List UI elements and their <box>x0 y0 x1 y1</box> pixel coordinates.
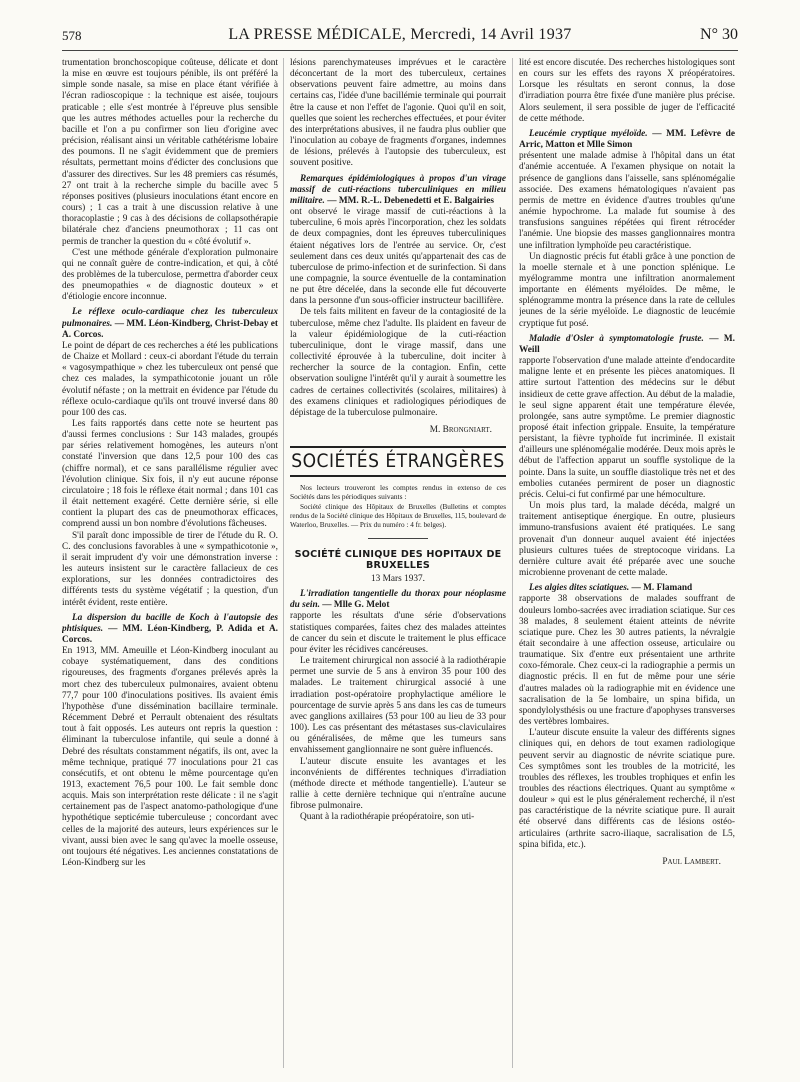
column-1 <box>62 58 278 1068</box>
signature: Paul Lambert. <box>662 856 721 867</box>
section-heading <box>290 174 506 207</box>
column-2 <box>290 58 506 1068</box>
societes-heading: SOCIÉTÉS ÉTRANGÈRES <box>290 446 506 477</box>
section-heading <box>519 334 735 356</box>
heading-title: La dispersion du bacille de Koch à l'autopsie des phtisiques. <box>62 612 278 634</box>
heading-title: Le réflexe oculo-cardiaque chez les tuberculeux pulmonaires. <box>62 307 278 329</box>
heading-title: Leucémie cryptique myéloïde. <box>529 128 648 139</box>
paragraph: L'auteur discute ensuite les avantages et les inconvénients de différentes techniques d'irradiation (méthode directe et méthode tangentielle). L'auteur se rallie à cette dernière technique qui n'entraîne aucune fibrose pulmonaire. <box>290 756 506 812</box>
page-number: 578 <box>62 28 82 43</box>
signature: M. Brongniart. <box>429 425 492 435</box>
paragraph: S'il paraît donc impossible de tirer de l'étude du R. O. C. des conclusions favorables à une « sympathicotonie », il serait imprudent d'y voir une démonstration inverse : les auteurs insistent sur le caractère fallacieux de ces explorations, sur les données contradictoires des différents tests du système végétatif ; la question, d'un intérêt évident, reste entière. <box>62 530 278 608</box>
notice-periodical: Société clinique des Hôpitaux de Bruxelles (Bulletins et comptes rendus de la Société clinique des Hôpitaux de Bruxelles, 115, boulevard de Waterloo, Bruxelles. — Prix du numéro : 4 fr. belges). <box>290 503 506 529</box>
heading-authors: — M. Weill <box>519 333 735 355</box>
paragraph: lésions parenchymateuses imprévues et le caractère déconcertant de la mort des tuberculeux, certaines observations peuvent faire admettre, au moins dans certains cas, l'idée d'une bacillémie terminale qui pourrait être la cause et non l'effet de l'agonie. Quoi qu'il en soit, quelles que soient les recherches effectuées, et pour éviter des interprétations abusives, il ne faudra plus oublier que l'inoculation au cobaye de fragments d'organes, indemnes de lésions, prélevés à l'autopsie des tuberculeux, est souvent positive. <box>290 58 506 169</box>
paragraph: trumentation bronchoscopique coûteuse, délicate et dont la mise en œuvre est toujours pénible, ils ont préféré la simple sonde nasale, sa mise en place étant vérifiée à l'écran radioscopique : la technique est aisée, toujours praticable ; elle s'est montrée à l'épreuve plus sensible que les autres méthodes actuelles pour la recherche du bacille et l'on a pu confirmer son lieu d'origine avec précision, réalisant ainsi un véritable cathétérisme lobaire des poumons. Il ne s'agit évidemment que de premiers résultats, permettant moins d'édicter des conclusions que d'assurer des directives. Sur les 48 premiers cas résumés, 27 ont trait à la recherche simple du bacille avec 5 réponses positives (plusieurs inoculations étant encore en cours) ; 1 cas a trait à une discussion relative à une thoracoplastie ; 9 cas à des décisions de collapsothérapie bilatérale chez d'anciens pneumothorax ; 11 cas ont permis de trancher la question du « côté évolutif ». <box>62 58 278 247</box>
paragraph: rapporte 38 observations de malades souffrant de douleurs lombo-sacrées avec irradiation sciatique. Sur ces 38 malades, 8 seulement étaient atteints de névrite sciatique pure. Chez les 30 autres patients, la névralgie était secondaire à une affection osseuse, articulaire ou traumatique. Six d'entre eux présentaient une arthrite coxo-fémorale. Chez ceux-ci la radiographie a permis un diagnostic précis. Il en fut de même pour une série d'autres malades où la radiographie mit en évidence une sacralisation de la 5e lombaire, un spina bifida, un spondylolysthésis ou une fracture d'apophyses transverses des vertèbres lombaires. <box>519 594 735 728</box>
notice-text: Nos lecteurs trouveront les comptes rendus in extenso de ces Sociétés dans les périodiques suivants : <box>290 483 506 502</box>
section-heading <box>62 307 278 340</box>
issue-number: N° 30 <box>700 26 738 43</box>
session-date: 13 Mars 1937. <box>371 574 425 585</box>
heading-authors: — MM. Lefèvre de Arric, Matton et Mlle Simon <box>519 128 735 151</box>
paragraph: rapporte l'observation d'une malade atteinte d'endocardite maligne lente et en présente les pièces anatomiques. Il attire surtout l'attention des médecins sur le début insidieux de cette grave affection. Au début de la maladie, le seul signe apparent était une température élevée, prolongée, sans autre symptôme. Le premier diagnostic proposé était infection grippale. Ensuite, la température persistant, la fièvre typhoïde fut incriminée. Il existait d'ailleurs une splénomégalie modérée. Deux mois après le début de l'affection apparut un souffle systolique de la pointe. Dans la suite, un souffle diastolique très net et des embolies cutanées permirent de poser un diagnostic précis. Celui-ci fut confirmé par une hémoculture. <box>519 356 735 500</box>
heading-title: Les algies dites sciatiques. <box>529 583 630 594</box>
column-divider-1 <box>283 58 284 1068</box>
heading-authors: — MM. Léon-Kindberg, P. Adida et A. Corcos. <box>62 623 278 645</box>
paragraph: De tels faits militent en faveur de la contagiosité de la tuberculose, même chez l'adulte. Ils plaident en faveur de la valeur épidémiologique de la cuti-réaction tuberculinique, dont le virage massif, dans une collectivité éprouvée à la tuberculine, doit inciter à rechercher la source de la contagion. Enfin, cette observation souligne l'intérêt qu'il y aurait à soumettre les cadres de certaines collectivités (scolaires, militaires) à des examens cliniques et radiologiques périodiques de dépistage de la tuberculose pulmonaire. <box>290 307 506 418</box>
page-header <box>62 26 738 50</box>
paragraph: rapporte les résultats d'une série d'observations statistiques comparées, faites chez des malades atteintes de cancer du sein et discute le traitement le plus efficace pour éviter les récidives cancéreuses. <box>290 611 506 655</box>
heading-title: Remarques épidémiologiques à propos d'un virage massif de cuti-réactions tuberculiniques en milieu militaire. <box>290 173 506 206</box>
section-heading <box>519 583 735 594</box>
paragraph: présentent une malade admise à l'hôpital dans un état d'anémie accentuée. A l'examen physique on notait la présence de ganglions dans l'aisselle, sans splénomégalie associée. Des examens hématologiques n'avaient pas permis de mettre en évidence d'autres troubles qu'une anémie hypochrome. La malade fut soumise à des transfusions sanguines répétées qui firent rétrocéder l'anémie. Une biopsie des masses ganglionnaires montra une infiltration lymphoïde peu caractéristique. <box>519 151 735 251</box>
paragraph: Un diagnostic précis fut établi grâce à une ponction de la moelle sternale et à une ponction splénique. Le myélogramme montra une infiltration anormalement importante en éléments myéloïdes. De même, le splénogramme montra la présence dans la rate de cellules jeunes de la série myéloïde. Le diagnostic de leucémie cryptique fut posé. <box>519 251 735 329</box>
paragraph: C'est une méthode générale d'exploration pulmonaire qui ne connaît guère de contre-indication, et qui, à côté des problèmes de la tuberculose, permettra d'aborder ceux des pneumopathies « de diagnostic douteux » et d'étiologie encore inconnue. <box>62 247 278 303</box>
divider <box>368 538 428 539</box>
section-heading <box>290 589 506 611</box>
paragraph: En 1913, MM. Ameuille et Léon-Kindberg inoculant au cobaye systématiquement, dans des conditions rigoureuses, des fragments d'organes prélevés après la mort chez des tuberculeux pulmonaires, avaient obtenu 77,7 pour 100 d'inoculations positives. Ils avaient émis l'hypothèse d'une dissémination bacillaire terminale. Récemment Debré et Perrault obtenaient des résultats tout à fait opposés. Les auteurs ont repris la question : éliminant la tuberculose infantile, qui seule a donné à Debré des résultats constamment négatifs, ils ont, avec la même technique, pratiqué 77 inoculations pour 21 cas consécutifs, et ont obtenu le même pourcentage qu'en 1913, exactement 76,5 pour 100. Le fait semble donc acquis. Mais son interprétation reste délicate : il ne s'agit certainement pas de l'aspect anatomo-pathologique d'une hypothétique septicémie tuberculeuse ; concordant avec celles de la majorité des auteurs, leurs expériences sur le vivant, aussi bien avec le sang qu'avec la moelle osseuse, ont toujours été négatives. Les anciennes constatations de Léon-Kindberg sur les <box>62 646 278 869</box>
paragraph: lité est encore discutée. Des recherches histologiques sont en cours sur les effets des rayons X préopératoires. Lorsque les résultats en seront connus, la dose d'irradiation pourra être fixée d'une manière plus précise. Alors seulement, il sera possible de juger de l'efficacité de cette méthode. <box>519 58 735 124</box>
section-heading <box>62 613 278 646</box>
paragraph: Quant à la radiothérapie préopératoire, son uti- <box>300 812 475 823</box>
paragraph: L'auteur discute ensuite la valeur des différents signes cliniques qui, en dehors de tout examen radiologique peuvent servir au diagnostic de névrite sciatique pure. Ces symptômes sont les troubles de la motricité, les troubles des réflexes, les troubles trophiques et enfin les troubles des réactions électriques. Quant au symptôme « douleur » qui est le plus généralement recherché, il n'est pas caractéristique de la névrite sciatique pure. Il aurait été observé dans différents cas de lésions ostéo-articulaires (arthrite sacro-iliaque, sacralisation de L5, spina bifida, etc.). <box>519 728 735 850</box>
journal-title: LA PRESSE MÉDICALE, Mercredi, 14 Avril 1937 <box>228 26 572 43</box>
heading-authors: — Mlle G. Melot <box>322 600 390 611</box>
header-rule <box>62 50 738 51</box>
heading-title: L'irradiation tangentielle du thorax pour néoplasme du sein. <box>290 589 506 611</box>
column-divider-2 <box>512 58 513 1068</box>
heading-authors: — M. Flamand <box>631 583 693 594</box>
paragraph: Le point de départ de ces recherches a été les publications de Chaize et Mollard : ceux-ci abordant l'étude du terrain « vagosympathique » chez les tuberculeux ont pensé que chez ces malades, la sympathicotonie jouant un rôle évolutif néfaste ; on la mettrait en évidence par l'étude du réflexe oculo-cardiaque qu'ils ont trouvé inversé dans 80 pour 100 des cas. <box>62 340 278 418</box>
section-heading <box>519 129 735 151</box>
paragraph: Un mois plus tard, la malade décéda, malgré un traitement antiseptique énergique. En outre, plusieurs immuno-transfusions avaient été pratiquées. Le sang provenait d'un donneur auquel avaient été injectées plusieurs cultures tuées de streptocoque viridans. La dernière culture avait été préparée avec une souche microbienne provenant de cette malade. <box>519 501 735 579</box>
paragraph: Les faits rapportés dans cette note se heurtent pas d'aussi fermes conclusions : Sur 143 malades, groupés par séries relativement homogènes, les auteurs n'ont constaté l'inversion que dans 12,5 pour 100 des cas (chiffre normal), et ce sans parallélisme régulier avec l'évolution clinique. Six fois, il n'y eut aucune réponse circulatoire ; 18 fois le réflexe était normal ; dans 101 cas il était nettement exagéré. Cette dernière série, si elle contient la plupart des cas de pneumothorax efficaces, comprend aussi un bon nombre d'évolutions fâcheuses. <box>62 419 278 530</box>
paragraph: Le traitement chirurgical non associé à la radiothérapie permet une survie de 5 ans à environ 35 pour 100 des malades. Le traitement chirurgical associé à une irradiation post-opératoire prophylactique améliore le pourcentage de survie après 5 ans dans les cas de tumeurs avec ganglions axillaires (53 pour 100 au lieu de 33 pour 100). Les cas présentant des métastases sus-claviculaires ou généralisées, de même que les tumeurs sans envahissement ganglionnaire ne sont guère influencés. <box>290 656 506 756</box>
paragraph: ont observé le virage massif de cuti-réactions à la tuberculine, 6 mois après l'incorporation, chez les soldats de deux compagnies, dont les épreuves tuberculiniques étaient négatives lors de l'entrée au service. Or, c'est seulement dans ces deux unités qu'appartenait des cas de tuberculose de primo-infection et de surinfection. Si dans une compagnie, la source éventuelle de la contamination ne put être décelée, dans la seconde elle fut découverte dans la personne d'un sous-officier instructeur bacillifère. <box>290 207 506 307</box>
heading-authors: — MM. Léon-Kindberg, Christ-Debay et A. Corcos. <box>62 318 278 340</box>
heading-authors: — MM. R.-L. Debenedetti et E. Balgairies <box>327 195 494 206</box>
heading-title: Maladie d'Osler à symptomatologie fruste. <box>529 333 704 344</box>
column-3 <box>519 58 735 1068</box>
society-title: SOCIÉTÉ CLINIQUE DES HOPITAUX DE BRUXELLES <box>294 548 502 571</box>
